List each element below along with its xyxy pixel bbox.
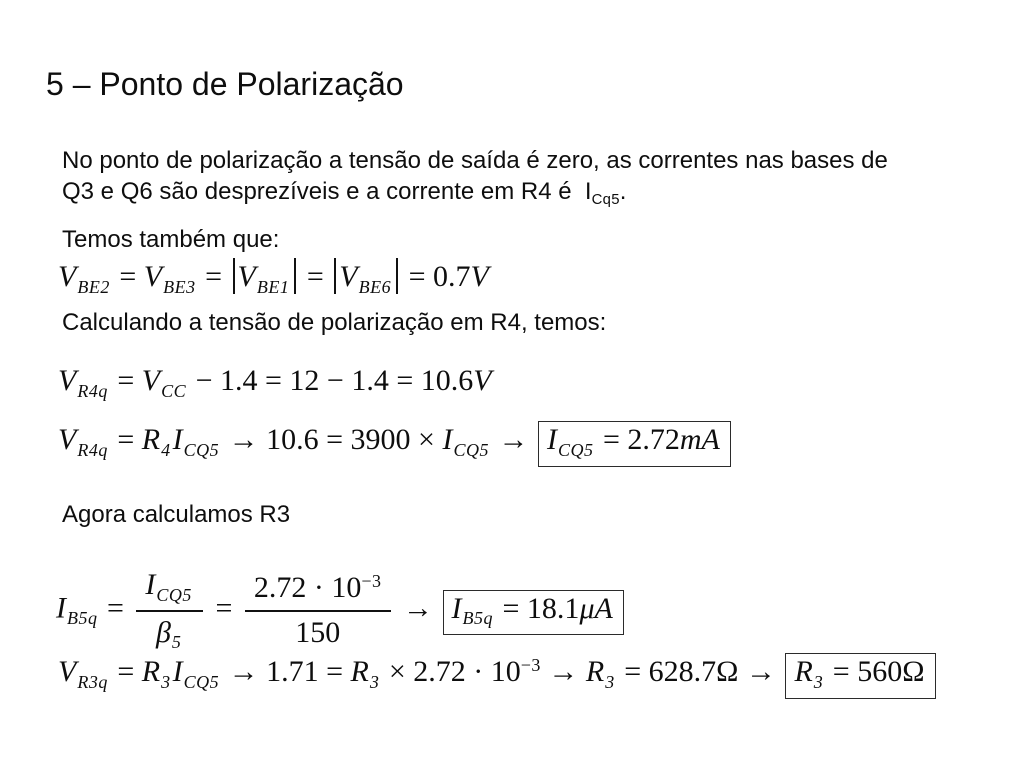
math-superscript: −3	[361, 571, 382, 592]
math-var: V	[237, 260, 256, 293]
math-subscript: 3	[813, 671, 824, 692]
math-subscript: 3	[605, 671, 615, 692]
math-subscript: 3	[369, 671, 380, 692]
math-subscript: CQ5	[156, 584, 192, 605]
math-var: I	[172, 655, 183, 688]
math-operator: =	[299, 260, 332, 293]
math-operator: =	[197, 260, 230, 293]
result-box	[538, 421, 731, 467]
equation-ib5q	[56, 568, 624, 653]
math-operator: 2.72 · 10	[253, 571, 362, 605]
math-var: R	[585, 655, 605, 688]
math-var: I	[145, 568, 156, 601]
math-var: mA	[679, 423, 720, 456]
absolute-value-bar	[233, 258, 235, 294]
math-subscript: R4q	[77, 439, 108, 460]
intro-paragraph	[62, 145, 888, 216]
absolute-value-bar	[294, 258, 296, 294]
math-subscript: 4	[161, 439, 171, 460]
math-operator: → 1.71 =	[221, 655, 351, 688]
math-subscript: 5	[171, 632, 182, 653]
math-subscript: CC	[161, 380, 187, 401]
math-var: R	[141, 423, 161, 456]
math-operator: − 1.4 = 12 − 1.4 = 10.6	[188, 364, 474, 397]
math-var: I	[442, 423, 453, 456]
math-operator: =	[111, 260, 144, 293]
slide-title: 5 – Ponto de Polarização	[46, 66, 404, 102]
math-subscript: BE3	[163, 276, 196, 297]
math-operator: =	[109, 423, 142, 456]
math-operator: 150	[295, 615, 341, 649]
equation-r3	[58, 653, 936, 699]
label-agora: Agora calculamos R3	[62, 501, 291, 528]
absolute-value-bar	[396, 258, 398, 294]
math-subscript: R3q	[77, 671, 108, 692]
math-subscript: CQ5	[183, 439, 220, 460]
math-operator: =	[109, 364, 142, 397]
math-var: V	[58, 260, 77, 293]
math-subscript: B5q	[67, 608, 98, 629]
math-var: I	[546, 423, 557, 456]
math-var: V	[339, 260, 358, 293]
math-var: V	[470, 260, 489, 293]
equation-vr4q-vcc	[58, 364, 492, 402]
math-operator: = 18.1	[495, 591, 580, 625]
math-var: R	[141, 655, 161, 688]
math-subscript: R4q	[77, 380, 108, 401]
math-fraction	[245, 571, 391, 650]
math-var: V	[473, 364, 492, 397]
math-operator: = 0.7	[401, 260, 471, 293]
math-operator: =	[207, 591, 240, 625]
math-var: I	[56, 591, 66, 625]
math-var: R	[794, 655, 813, 688]
paragraph-line-2	[62, 176, 888, 216]
absolute-value-bar	[334, 258, 336, 294]
math-subscript: B5q	[462, 608, 494, 629]
math-var: R	[350, 655, 369, 688]
equation-icq5	[58, 421, 731, 467]
math-var: I	[451, 591, 462, 625]
fraction-denominator	[136, 612, 203, 654]
math-operator: = 560Ω	[825, 655, 925, 688]
math-operator: →	[490, 423, 536, 456]
fraction-numerator	[245, 571, 391, 612]
math-operator: =	[109, 655, 142, 688]
fraction-denominator	[245, 612, 391, 651]
math-var: V	[58, 655, 77, 688]
math-operator: = 628.7Ω →	[616, 655, 784, 688]
math-var: μA	[579, 591, 613, 625]
math-operator: =	[99, 591, 132, 625]
label-temos: Temos também que:	[62, 226, 280, 253]
math-var: V	[141, 364, 161, 397]
math-subscript: CQ5	[453, 439, 489, 460]
paragraph-text: Q3 e Q6 são desprezíveis e a corrente em R4 é I	[62, 178, 592, 205]
math-fraction	[136, 568, 203, 653]
math-var: I	[172, 423, 183, 456]
result-box	[785, 653, 935, 699]
math-superscript: −3	[520, 655, 541, 676]
math-operator: →	[395, 591, 441, 625]
result-box	[443, 590, 624, 636]
math-subscript: BE1	[256, 276, 290, 297]
label-calculando: Calculando a tensão de polarização em R4, temos:	[62, 309, 607, 336]
math-var: β	[155, 615, 171, 649]
math-operator: → 10.6 = 3900 ×	[221, 423, 443, 456]
math-operator: = 2.72	[595, 423, 680, 456]
paragraph-text: .	[619, 178, 627, 205]
math-subscript: BE6	[358, 276, 392, 297]
math-var: V	[58, 423, 77, 456]
math-subscript: 3	[161, 671, 171, 692]
math-subscript: CQ5	[183, 671, 220, 692]
math-operator: × 2.72 · 10	[381, 655, 521, 688]
equation-vbe	[58, 258, 489, 298]
math-subscript: CQ5	[557, 439, 594, 460]
math-operator: →	[540, 655, 586, 688]
math-var: V	[143, 260, 163, 293]
math-subscript: BE2	[77, 276, 110, 297]
paragraph-line-1: No ponto de polarização a tensão de saída é zero, as correntes nas bases de	[62, 147, 888, 174]
current-subscript: Cq5	[591, 191, 620, 208]
math-var: V	[58, 364, 77, 397]
fraction-numerator	[136, 568, 203, 612]
